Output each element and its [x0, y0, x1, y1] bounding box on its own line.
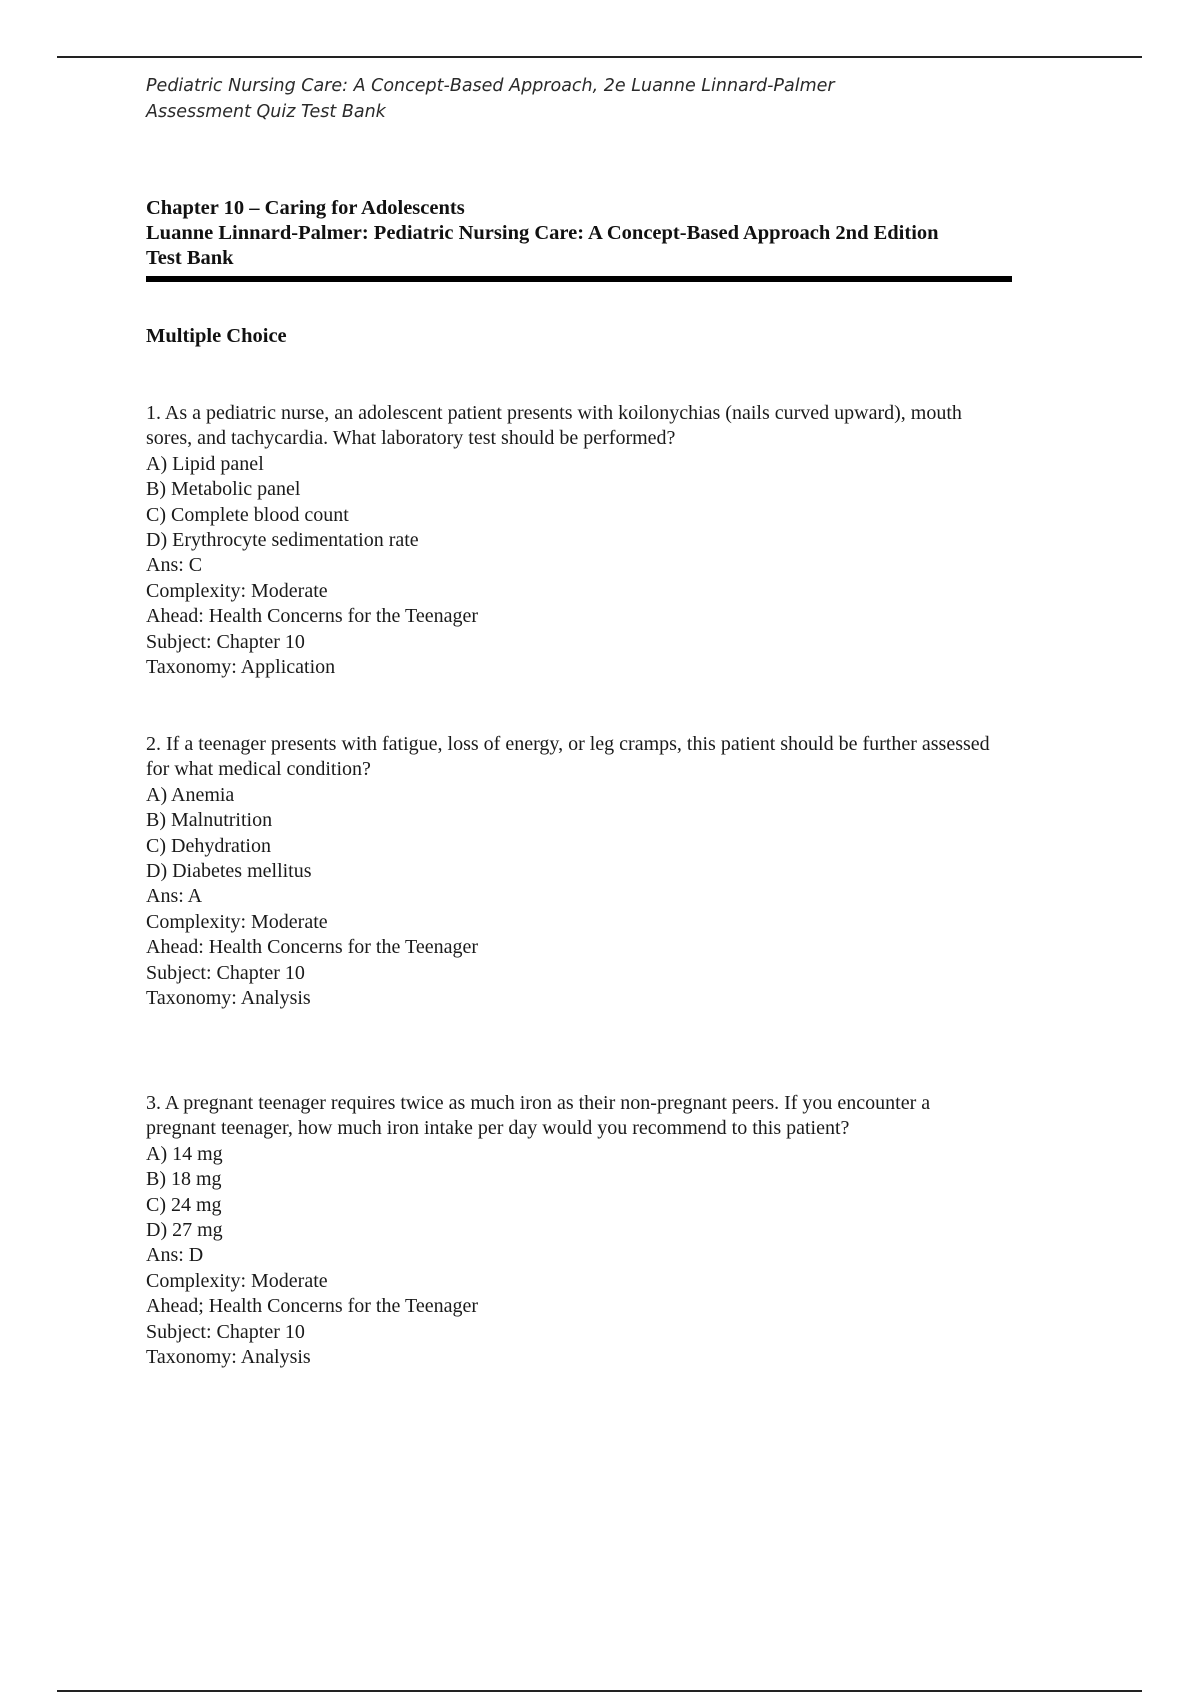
subject: Subject: Chapter 10 [146, 1320, 305, 1343]
question-stem: sores, and tachycardia. What laboratory test should be performed? [146, 427, 676, 450]
subject: Subject: Chapter 10 [146, 630, 305, 653]
question-stem: pregnant teenager, how much iron intake per day would you recommend to this patient? [146, 1117, 850, 1140]
section-heading: Multiple Choice [146, 325, 287, 347]
title-block [146, 196, 1012, 271]
answer: Ans: A [146, 885, 203, 908]
question-stem: 3. A pregnant teenager requires twice as much iron as their non-pregnant peers. If you encounter a [146, 1092, 931, 1114]
option-c: C) Complete blood count [146, 503, 349, 526]
bottom-rule [57, 1690, 1142, 1692]
chapter-title: Chapter 10 – Caring for Adolescents [146, 197, 465, 219]
ahead: Ahead; Health Concerns for the Teenager [146, 1295, 478, 1318]
book-title: Luanne Linnard-Palmer: Pediatric Nursing Care: A Concept-Based Approach 2nd Edition [146, 222, 939, 244]
title-rule [146, 276, 1012, 282]
question-stem: 2. If a teenager presents with fatigue, loss of energy, or leg cramps, this patient should be further assessed [146, 733, 990, 755]
option-d: D) 27 mg [146, 1219, 223, 1242]
taxonomy: Taxonomy: Analysis [146, 1346, 311, 1369]
option-b: B) Metabolic panel [146, 478, 301, 501]
header-line-2: Assessment Quiz Test Bank [146, 102, 386, 122]
taxonomy: Taxonomy: Analysis [146, 987, 311, 1010]
question-3 [146, 1091, 1086, 1370]
ahead: Ahead: Health Concerns for the Teenager [146, 605, 478, 628]
complexity: Complexity: Moderate [146, 910, 328, 933]
question-stem: for what medical condition? [146, 758, 371, 781]
complexity: Complexity: Moderate [146, 579, 328, 602]
subject: Subject: Chapter 10 [146, 961, 305, 984]
complexity: Complexity: Moderate [146, 1269, 328, 1292]
question-2 [146, 732, 1086, 1011]
option-c: C) 24 mg [146, 1193, 222, 1216]
ahead: Ahead: Health Concerns for the Teenager [146, 936, 478, 959]
option-a: A) Lipid panel [146, 452, 264, 475]
running-header [146, 73, 835, 125]
taxonomy: Taxonomy: Application [146, 656, 336, 679]
top-rule [57, 56, 1142, 58]
question-1 [146, 401, 1086, 680]
answer: Ans: D [146, 1244, 204, 1267]
option-a: A) 14 mg [146, 1142, 223, 1165]
header-line-1: Pediatric Nursing Care: A Concept-Based Approach, 2e Luanne Linnard-Palmer [146, 76, 835, 96]
option-b: B) 18 mg [146, 1168, 222, 1191]
option-d: D) Diabetes mellitus [146, 860, 312, 883]
question-stem: 1. As a pediatric nurse, an adolescent patient presents with koilonychias (nails curved upward), mouth [146, 402, 962, 424]
answer: Ans: C [146, 554, 203, 577]
option-a: A) Anemia [146, 783, 235, 806]
option-b: B) Malnutrition [146, 809, 273, 832]
option-d: D) Erythrocyte sedimentation rate [146, 529, 419, 552]
option-c: C) Dehydration [146, 834, 271, 857]
test-bank-label: Test Bank [146, 247, 234, 269]
